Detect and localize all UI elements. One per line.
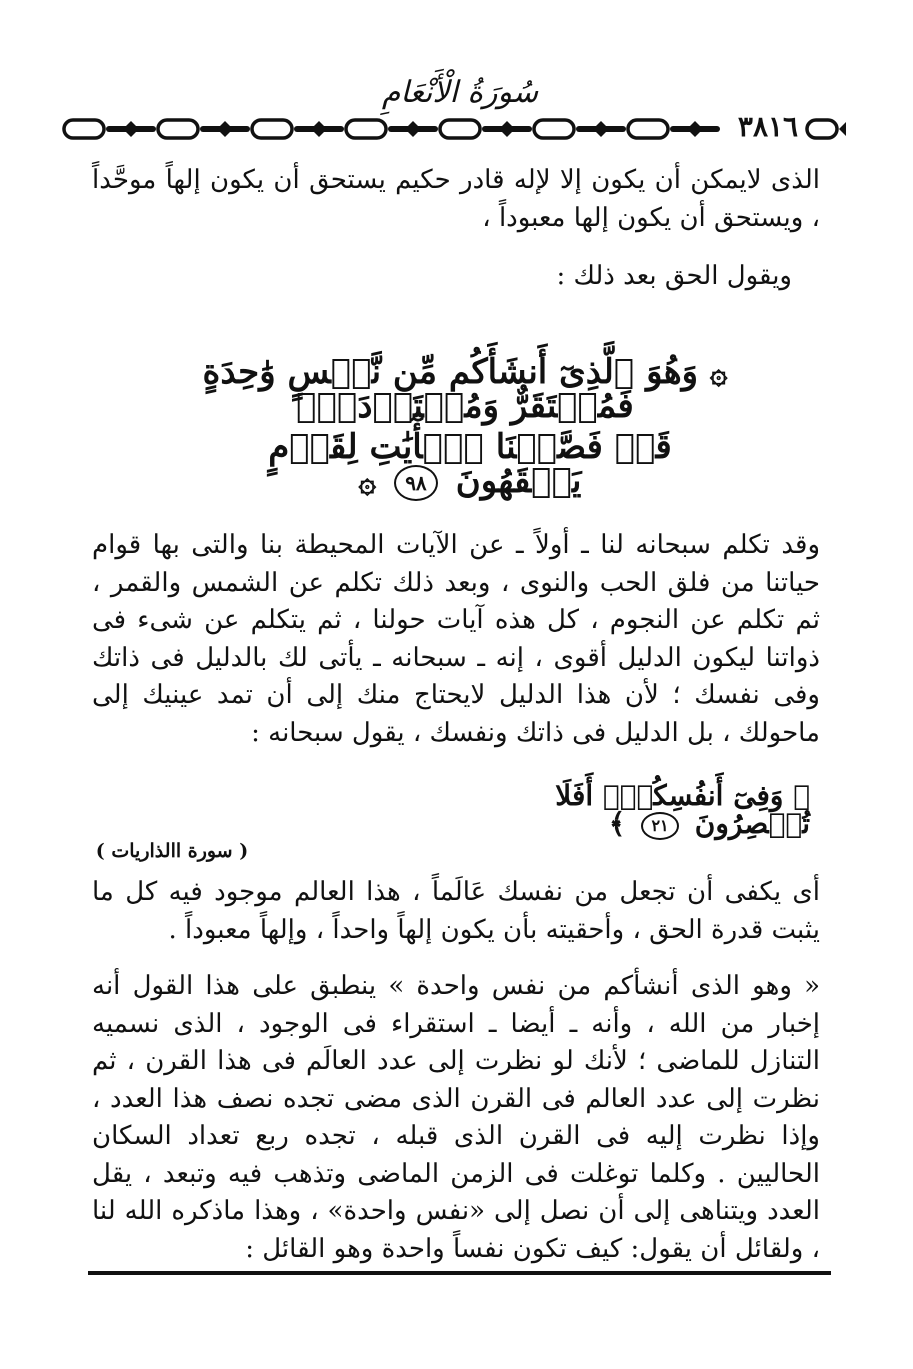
ayah-number-badge-short: ٢١ (641, 812, 679, 840)
bottom-rule (88, 1271, 831, 1275)
quran-verse-line-1 (150, 352, 780, 426)
bracket-close: ﴾ (608, 807, 626, 840)
verse-ornament-right: ۞ (709, 356, 728, 391)
quran-verse-text-1: وَهُوَ ٱلَّذِىٓ أَنشَأَكُم مِّن نَّفۡسٍ وَٰحِدَةٍ فَمُسۡتَقَرٌّ وَمُسۡتَوۡدَعٌۗ (202, 352, 699, 426)
verse-ornament-left: ۞ (358, 465, 377, 500)
paragraph-main: وقد تكلم سبحانه لنا ـ أولاً ـ عن الآيات المحيطة بنا والتى بها قوام حياتنا من فلق الحب والنوى ، وبعد ذلك تكلم عن الشمس والقمر ، ثم تكلم عن النجوم ، كل هذه آيات حولنا ، ثم يتكلم عن شىء فى ذواتنا ليكون الدليل أقوى ، إنه ـ سبحانه ـ يأتى لك بالدليل فى ذاتك وفى نفسك ؛ لأن هذا الدليل لايحتاج منك إلى أن تمد عينيك إلى ماحولك ، بل الدليل فى ذاتك ونفسك ، يقول سبحانه : (92, 530, 820, 748)
surah-reference: ( سورة االذاريات ) (95, 840, 249, 862)
quran-verse-short (440, 779, 810, 840)
paragraph-final: « وهو الذى أنشأكم من نفس واحدة » ينطبق على هذا القول أنه إخبار من الله ، وأنه ـ أيضا ـ استقراء فى الوجود ، الذى نسميه التنازل للماضى ؛ لأنك لو نظرت إلى عدد العالَم فى هذا القرن ، ثم نظرت إلى عدد العالم فى القرن الذى مضى تجده نصف هذا العدد ، وإذا نظرت إليه فى القرن الذى قبله ، تجده ربع تعداد السكان الحاليين . وكلما توغلت فى الزمن الماضى وتذهب فيه وتبعد ، يقل العدد ويتناهى إلى أن نصل إلى «نفس واحدة» ، وهذا ماذكره الله لنا ، ولقائل أن يقول: كيف تكون نفساً واحدة وهو القائل : (92, 971, 820, 1264)
quran-verse-text-2: قَدۡ فَصَّلۡنَا ٱلۡأٓيَٰتِ لِقَوۡمٍ يَفۡقَهُونَ (268, 427, 672, 501)
page-number: ٣٨١٦ (737, 110, 799, 143)
ayah-number-badge: ٩٨ (394, 465, 438, 501)
bracket-open: ﴿ (793, 779, 810, 812)
paragraph-transition: ويقول الحق بعد ذلك : (556, 261, 792, 291)
quran-verse-short-text: وَفِىٓ أَنفُسِكُمۡۚ أَفَلَا تُبۡصِرُونَ (555, 779, 810, 840)
paragraph-explain: أى يكفى أن تجعل من نفسك عَالَماً ، هذا العالم موجود فيه كل ما يثبت قدرة الحق ، وأحقيته بأن يكون إلهاً واحداً ، وإلهاً معبوداً . (92, 877, 820, 945)
paragraph-intro: الذى لايمكن أن يكون إلا لإله قادر حكيم يستحق أن يكون إلهاً موحَّداً ، ويستحق أن يكون إلها معبوداً ، (92, 165, 820, 233)
quran-verse-line-2 (210, 427, 730, 501)
surah-title: سُورَةُ الْأَنْعَامِ (381, 75, 539, 110)
